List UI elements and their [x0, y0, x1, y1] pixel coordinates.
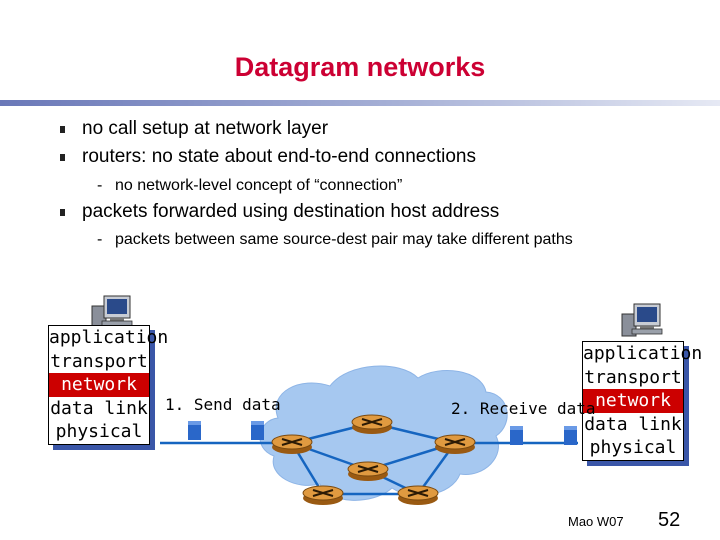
router-icon	[435, 435, 475, 454]
source-protocol-stack	[48, 325, 169, 445]
layer-transport: transport	[584, 366, 682, 388]
bullet-1: no call setup at network layer	[82, 118, 329, 139]
sub-bullet-2: packets between same source-dest pair may take different paths	[115, 231, 573, 248]
layer-physical: physical	[55, 421, 143, 442]
packet-icon	[251, 421, 264, 440]
computer-icon	[622, 304, 662, 336]
sub-bullet-dash: -	[97, 231, 103, 248]
footer-author: Mao W07	[568, 514, 624, 529]
destination-protocol-stack	[582, 341, 703, 461]
layer-network: network	[49, 373, 149, 397]
slide-title: Datagram networks	[234, 52, 486, 82]
network-cloud	[260, 366, 507, 500]
layer-application: application	[583, 343, 703, 364]
router-icon	[272, 435, 312, 454]
layer-data-link: data link	[584, 413, 682, 435]
router-icon	[348, 462, 388, 481]
bullet-2: routers: no state about end-to-end connections	[82, 146, 476, 167]
layer-network: network	[583, 389, 683, 413]
layer-physical: physical	[589, 437, 677, 458]
router-icon	[352, 415, 392, 434]
layer-data-link: data link	[50, 397, 148, 419]
router-icon	[398, 486, 438, 505]
computer-icon	[92, 296, 132, 328]
layer-application: application	[49, 327, 169, 348]
page-number: 52	[658, 509, 681, 531]
sub-bullet-1: no network-level concept of “connection”	[115, 177, 403, 194]
router-icon	[303, 486, 343, 505]
layer-transport: transport	[50, 350, 148, 372]
packet-icon	[564, 426, 577, 445]
packet-icon	[510, 426, 523, 445]
receive-data-label: 2. Receive data	[451, 399, 596, 418]
sub-bullet-dash: -	[97, 177, 103, 194]
send-data-label: 1. Send data	[165, 395, 281, 414]
packet-icon	[188, 421, 201, 440]
bullet-3: packets forwarded using destination host address	[82, 201, 500, 222]
